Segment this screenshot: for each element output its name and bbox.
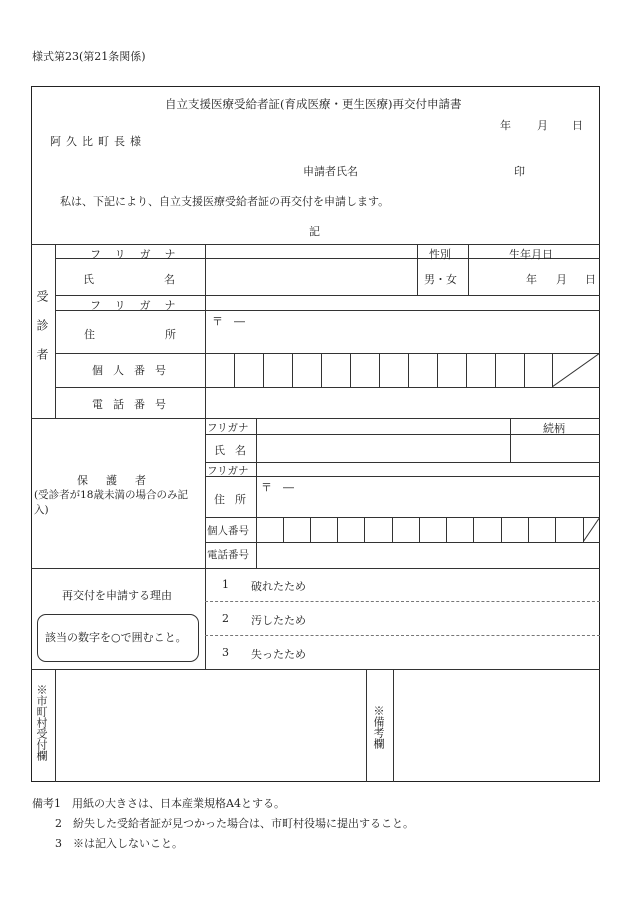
- note-2: 2 紛失した受給者証が見つかった場合は、市町村役場に提出すること。: [55, 817, 414, 830]
- gender-value: 男・女: [424, 273, 457, 286]
- addressee: 阿久比町長様: [50, 135, 146, 148]
- birthdate-header: 生年月日: [509, 248, 553, 261]
- reason-label: 再交付を申請する理由: [62, 589, 172, 602]
- reason-option-3-number: 3: [222, 646, 229, 659]
- patient-phone-label: 電話番号: [92, 398, 176, 411]
- reason-option-2-number: 2: [222, 612, 229, 625]
- reason-instruction: 該当の数字を○で囲むこと。: [45, 631, 187, 644]
- patient-address-label: 住所: [84, 328, 246, 341]
- reason-option-1-number: 1: [222, 578, 229, 591]
- guardian-number-slash: [583, 517, 600, 542]
- guardian-furigana-label: フリガナ: [207, 422, 249, 434]
- date-day: 日: [572, 119, 583, 132]
- guardian-phone-label: 電話番号: [207, 549, 249, 561]
- guardian-label: 保護者: [77, 474, 164, 487]
- reason-option-1-text: 破れたため: [251, 580, 306, 593]
- patient-section-label: 受診者: [35, 290, 49, 377]
- patient-personal-number-label: 個人番号: [92, 364, 176, 377]
- guardian-note: (受診者が18歳未満の場合のみ記入): [34, 489, 188, 516]
- birth-month: 月: [556, 273, 567, 286]
- gender-header: 性別: [429, 248, 451, 261]
- ki-heading: 記: [309, 225, 320, 238]
- birth-day: 日: [585, 273, 596, 286]
- reason-option-2-text: 汚したため: [251, 614, 306, 627]
- guardian-personal-number-label: 個人番号: [207, 525, 249, 537]
- note-3: 3 ※は記入しないこと。: [55, 837, 183, 850]
- birth-year: 年: [526, 273, 537, 286]
- request-statement: 私は、下記により、自立支援医療受給者証の再交付を申請します。: [60, 195, 390, 208]
- relationship-label: 続柄: [543, 422, 565, 435]
- guardian-address-furigana-label: フリガナ: [207, 465, 249, 477]
- note-1: 備考1 用紙の大きさは、日本産業規格A4とする。: [32, 797, 285, 810]
- patient-postal-mark: 〒 ―: [212, 315, 245, 328]
- seal-mark: 印: [514, 165, 525, 178]
- guardian-postal-mark: 〒 ―: [261, 481, 294, 494]
- date-year: 年: [500, 119, 511, 132]
- date-month: 月: [537, 119, 548, 132]
- form-number: 様式第23(第21条関係): [32, 50, 146, 63]
- guardian-name-label: 氏名: [214, 444, 256, 457]
- patient-name-label: 氏名: [83, 273, 245, 286]
- form-title: 自立支援医療受給者証(育成医療・更生医療)再交付申請書: [165, 97, 462, 111]
- guardian-address-label: 住所: [214, 493, 256, 506]
- patient-number-slash: [552, 353, 600, 387]
- patient-address-furigana-label: フリガナ: [90, 299, 190, 312]
- remarks-column-label: ※備考欄: [372, 705, 385, 749]
- patient-furigana-label: フリガナ: [90, 248, 190, 261]
- municipal-reception-label: ※市町村受付欄: [35, 684, 48, 761]
- reason-option-3-text: 失ったため: [251, 648, 306, 661]
- applicant-name-label: 申請者氏名: [303, 165, 358, 178]
